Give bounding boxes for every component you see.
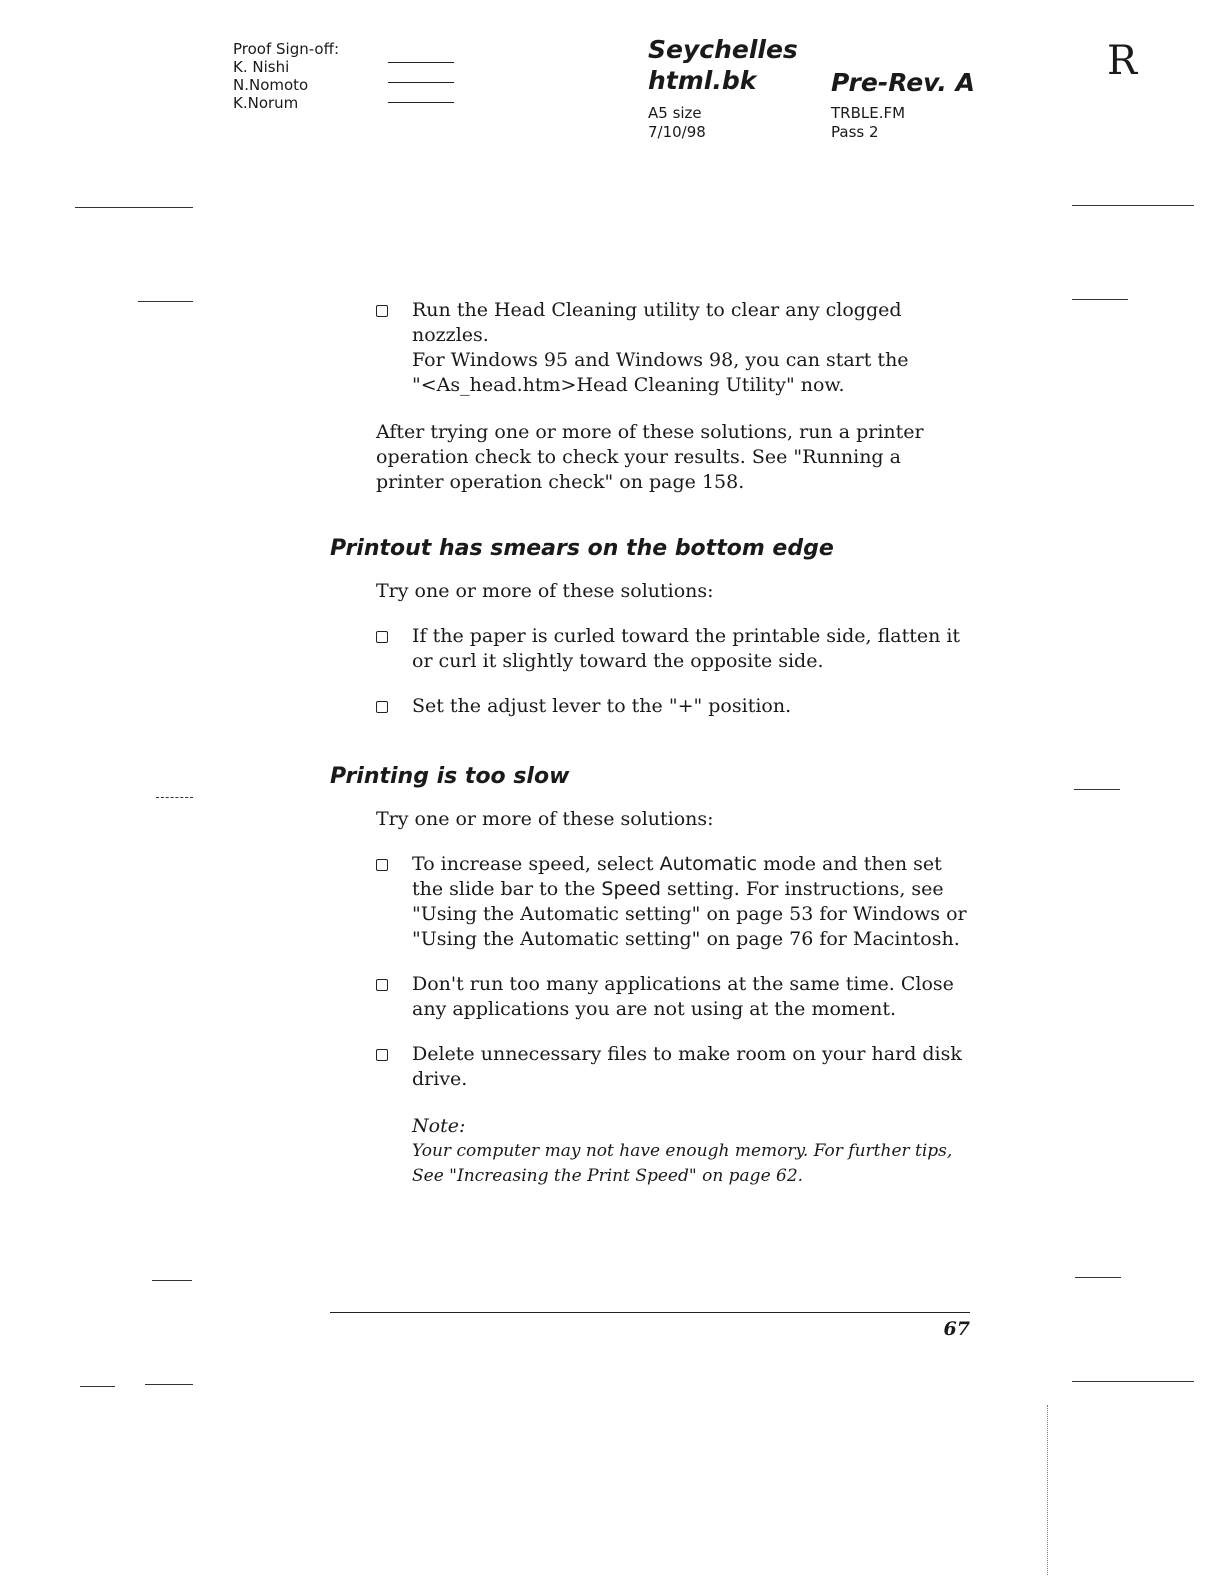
bullet-box-icon [376,701,388,713]
bullet-text-part: To increase speed, select [412,853,660,875]
crop-mark [156,797,193,798]
corner-mark: R [1107,38,1138,84]
bullet-text: Don't run too many applications at the same time. Close any applications you are not using at the moment. [412,973,954,1020]
signature-lines [388,62,454,122]
bullet-line: "<As_head.htm>Head Cleaning Utility" now. [412,374,845,396]
bullet-item [330,1042,970,1092]
crop-mark [1074,789,1120,790]
bullet-text: Delete unnecessary files to make room on your hard disk drive. [412,1043,962,1090]
crop-mark [138,301,193,302]
meta-right [831,104,905,142]
signer-name: K. Nishi [233,58,290,76]
section-heading: Printout has smears on the bottom edge [330,536,834,561]
crop-mark [1072,205,1194,206]
crop-mark [1075,1277,1121,1278]
edge-line [1047,1405,1048,1575]
crop-mark [1072,299,1128,300]
note-text: Your computer may not have enough memory. For further tips, See "Increasing the Print Speed" on page 62. [412,1141,953,1186]
bullet-item [330,694,970,719]
signature-line [388,82,454,83]
note-label: Note: [412,1115,466,1137]
bullet-item [330,298,970,398]
section-heading: Printing is too slow [330,764,570,789]
crop-mark [145,1384,193,1385]
crop-mark [1072,1381,1194,1382]
signer-name: N.Nomoto [233,76,309,94]
signer-name: K.Norum [233,94,299,112]
paragraph: Try one or more of these solutions: [376,808,714,830]
crop-mark [75,207,193,208]
ui-term: Automatic [659,853,758,875]
bullet-box-icon [376,305,388,317]
bullet-box-icon [376,859,388,871]
bullet-text: Set the adjust lever to the "+" position. [412,695,792,717]
bullet-item [330,972,970,1022]
book-file: html.bk [648,66,757,95]
paragraph: Try one or more of these solutions: [376,580,714,602]
bullet-line: For Windows 95 and Windows 98, you can start the [412,349,909,371]
proof-label: Proof Sign-off: [233,40,339,58]
crop-mark [152,1280,192,1281]
bullet-box-icon [376,1049,388,1061]
ui-term: Speed [601,878,661,900]
bullet-text: If the paper is curled toward the printable side, flatten it or curl it slightly toward the opposite side. [412,625,961,672]
date: 7/10/98 [648,123,706,141]
revision-label: Pre-Rev. A [831,68,975,97]
page-size: A5 size [648,104,702,122]
pass-label: Pass 2 [831,123,879,141]
bullet-text-part: setting. For instructions, see "Using the Automatic setting" on page 53 for Windows or "Using the Automatic setting" on page 76 for Macintosh. [412,878,967,950]
page-body [330,298,970,1189]
proof-signoff-block [233,40,339,112]
footer-rule [330,1312,970,1313]
book-name: Seychelles [648,35,798,64]
signature-line [388,62,454,63]
page-number: 67 [943,1318,970,1340]
bullet-item [330,852,970,952]
bullet-box-icon [376,631,388,643]
bullet-item [330,624,970,674]
meta-left [648,104,706,142]
book-title-block [648,34,798,96]
bullet-box-icon [376,979,388,991]
file-name: TRBLE.FM [831,104,906,122]
bullet-text-part: mode and then set the slide bar to the [412,853,942,900]
crop-mark [80,1386,115,1387]
bullet-line: Run the Head Cleaning utility to clear any clogged nozzles. [412,299,902,346]
signature-line [388,102,454,103]
paragraph: After trying one or more of these solutions, run a printer operation check to check your results. See "Running a printer operation check" on page 158. [376,421,924,493]
